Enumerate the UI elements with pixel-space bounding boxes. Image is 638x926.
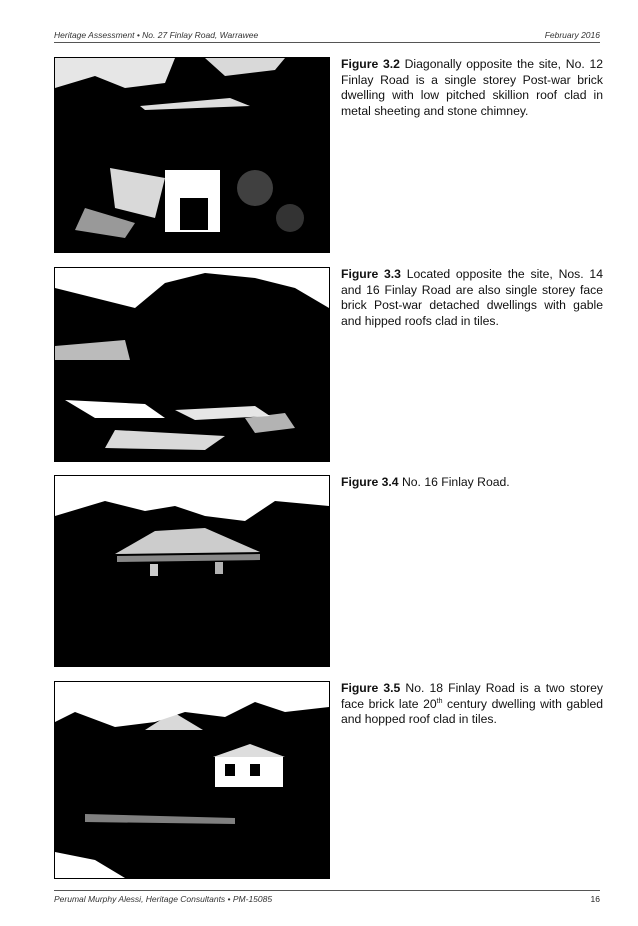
figure-3-2-label: Figure 3.2 bbox=[341, 57, 400, 71]
figure-3-3-text: Located opposite the site, Nos. 14 and 16 Finlay Road are also single storey face brick Post-war detached dwellings with gable and hipped roofs clad in tiles. bbox=[341, 267, 603, 328]
header-document-title: Heritage Assessment • No. 27 Finlay Road, Warrawee bbox=[54, 30, 259, 40]
figure-3-4-label: Figure 3.4 bbox=[341, 475, 399, 489]
page-footer bbox=[54, 890, 600, 905]
header-date: February 2016 bbox=[544, 30, 600, 40]
figure-3-5-caption bbox=[341, 681, 603, 728]
figure-3-5-photo bbox=[54, 681, 330, 879]
figure-3-3-label: Figure 3.3 bbox=[341, 267, 401, 281]
figure-3-5-label: Figure 3.5 bbox=[341, 681, 401, 695]
figure-3-5-ordinal-suffix: th bbox=[436, 697, 443, 705]
figure-3-4-caption bbox=[341, 475, 603, 491]
figure-3-4-photo bbox=[54, 475, 330, 667]
figure-3-3-photo bbox=[54, 267, 330, 462]
page-header bbox=[54, 30, 600, 43]
figure-3-3-caption bbox=[341, 267, 603, 329]
figure-3-5-text-after: century dwelling with gabled and hopped roof clad in tiles. bbox=[341, 696, 603, 727]
figure-3-2-text: Diagonally opposite the site, No. 12 Finlay Road is a single storey Post-war brick dwelling with low pitched skillion roof clad in metal sheeting and stone chimney. bbox=[341, 57, 603, 118]
figure-3-2-caption bbox=[341, 57, 603, 119]
page-number: 16 bbox=[590, 894, 600, 904]
figure-3-2-photo bbox=[54, 57, 330, 253]
figure-3-4-text: No. 16 Finlay Road. bbox=[401, 475, 510, 489]
figure-3-5-text-before: No. 18 Finlay Road is a two storey face brick late 20 bbox=[341, 681, 604, 711]
footer-consultant: Perumal Murphy Alessi, Heritage Consultants • PM-15085 bbox=[54, 894, 273, 904]
